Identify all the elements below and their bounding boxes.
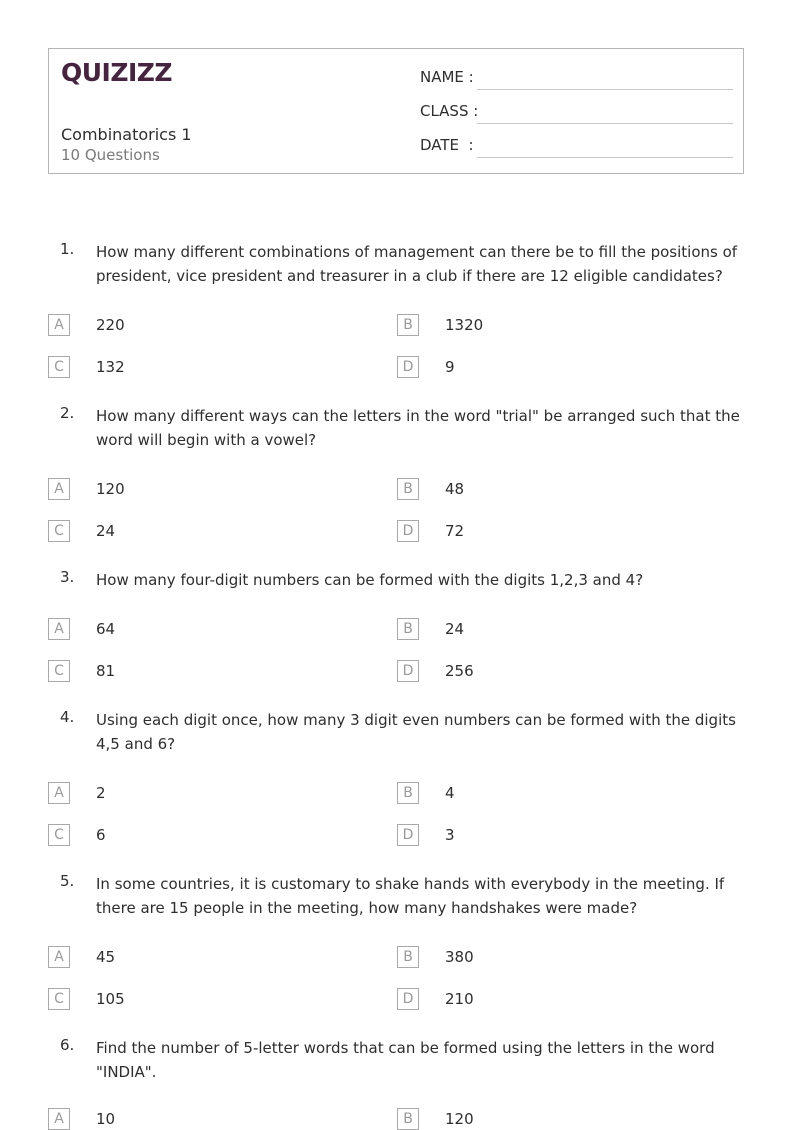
option-letter-box: A: [48, 478, 70, 500]
option-letter-box: C: [48, 660, 70, 682]
question-text: How many different ways can the letters in the word "trial" be arranged such that the word will begin with a vowel?: [96, 407, 740, 449]
option-letter-box: C: [48, 356, 70, 378]
option-text: 210: [445, 990, 474, 1008]
option-text: 256: [445, 662, 474, 680]
question-number: 3.: [60, 568, 75, 586]
option-text: 120: [96, 480, 125, 498]
date-line: [477, 157, 733, 158]
option-letter-box: D: [397, 356, 419, 378]
option-text: 1320: [445, 316, 484, 334]
option-letter-box: C: [48, 988, 70, 1010]
question-number: 2.: [60, 404, 75, 422]
option-text: 6: [96, 826, 106, 844]
option-text: 81: [96, 662, 116, 680]
name-label: NAME :: [420, 68, 474, 86]
class-line: [477, 123, 733, 124]
option-letter-box: A: [48, 314, 70, 336]
option-letter-box: A: [48, 1108, 70, 1130]
option-text: 4: [445, 784, 455, 802]
option-letter-box: B: [397, 782, 419, 804]
worksheet-title: Combinatorics 1: [61, 125, 192, 144]
option-letter-box: D: [397, 988, 419, 1010]
question-text: How many different combinations of management can there be to fill the positions of president, vice president and treasurer in a club if there are 12 eligible candidates?: [96, 243, 738, 285]
option-letter-box: C: [48, 824, 70, 846]
question-count: 10 Questions: [61, 146, 160, 164]
option-letter-box: B: [397, 314, 419, 336]
question-number: 6.: [60, 1036, 75, 1054]
question-text: Find the number of 5-letter words that can be formed using the letters in the word "INDIA".: [96, 1039, 715, 1081]
question-number: 1.: [60, 240, 75, 258]
option-text: 24: [96, 522, 116, 540]
quizizz-logo: QUIZIZZ: [61, 58, 173, 87]
question-text: How many four-digit numbers can be formed with the digits 1,2,3 and 4?: [96, 571, 644, 589]
option-letter-box: B: [397, 618, 419, 640]
option-text: 48: [445, 480, 465, 498]
option-letter-box: D: [397, 660, 419, 682]
question-number: 5.: [60, 872, 75, 890]
option-letter-box: A: [48, 618, 70, 640]
option-letter-box: B: [397, 946, 419, 968]
class-label: CLASS :: [420, 102, 479, 120]
option-text: 2: [96, 784, 106, 802]
option-text: 380: [445, 948, 474, 966]
date-label: DATE :: [420, 136, 474, 154]
question-text: Using each digit once, how many 3 digit even numbers can be formed with the digits 4,5 and 6?: [96, 711, 736, 753]
option-letter-box: D: [397, 520, 419, 542]
option-letter-box: A: [48, 946, 70, 968]
option-text: 105: [96, 990, 125, 1008]
option-letter-box: A: [48, 782, 70, 804]
option-text: 220: [96, 316, 125, 334]
question-text: In some countries, it is customary to shake hands with everybody in the meeting. If there are 15 people in the meeting, how many handshakes were made?: [96, 875, 725, 917]
option-letter-box: C: [48, 520, 70, 542]
option-text: 72: [445, 522, 465, 540]
question-number: 4.: [60, 708, 75, 726]
option-letter-box: B: [397, 478, 419, 500]
option-text: 3: [445, 826, 455, 844]
name-line: [477, 89, 733, 90]
option-text: 132: [96, 358, 125, 376]
option-text: 45: [96, 948, 116, 966]
option-letter-box: B: [397, 1108, 419, 1130]
option-text: 120: [445, 1110, 474, 1128]
option-text: 9: [445, 358, 455, 376]
option-text: 10: [96, 1110, 116, 1128]
option-text: 24: [445, 620, 465, 638]
option-letter-box: D: [397, 824, 419, 846]
worksheet-header: [48, 48, 744, 174]
option-text: 64: [96, 620, 116, 638]
